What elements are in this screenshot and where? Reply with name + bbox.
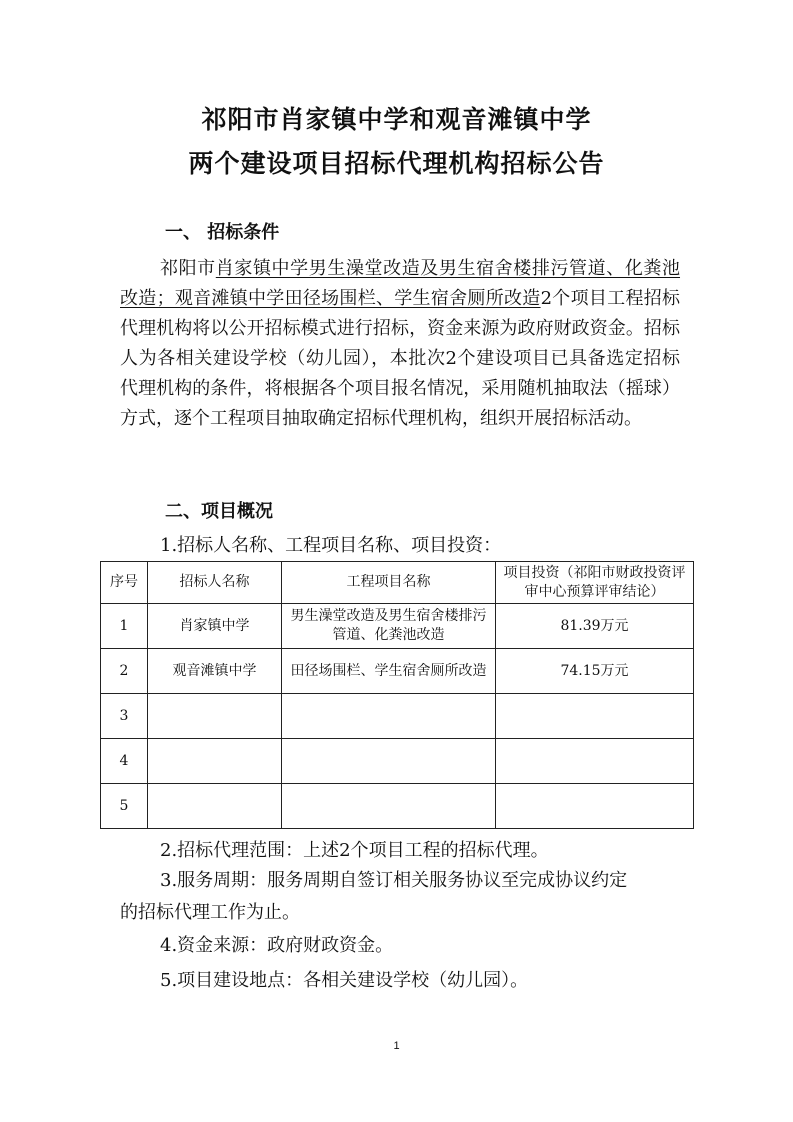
document-title-line1: 祁阳市肖家镇中学和观音滩镇中学 <box>201 105 592 134</box>
table-cell: 男生澡堂改造及男生宿舍楼排污管道、化粪池改造 <box>282 604 496 649</box>
overview-item-3-continued: 的招标代理工作为止。 <box>120 902 300 923</box>
table-cell: 1 <box>101 604 148 649</box>
table-cell <box>496 694 694 739</box>
section-heading-project-overview: 二、项目概况 <box>165 501 273 522</box>
table-cell <box>148 739 282 784</box>
table-row <box>101 694 694 739</box>
table-cell: 81.39万元 <box>496 604 694 649</box>
table-cell: 观音滩镇中学 <box>148 649 282 694</box>
table-row <box>101 739 694 784</box>
table-row <box>101 649 694 694</box>
section-heading-tender-conditions: 一、 招标条件 <box>165 222 280 243</box>
table-header-row <box>101 562 694 604</box>
overview-item-2: 2.招标代理范围：上述2个项目工程的招标代理。 <box>160 840 549 861</box>
table-row <box>101 784 694 829</box>
tender-conditions-paragraph <box>120 254 680 434</box>
table-cell <box>148 694 282 739</box>
table-cell <box>282 784 496 829</box>
table-cell <box>148 784 282 829</box>
table-cell: 5 <box>101 784 148 829</box>
paragraph-prefix: 祁阳市 <box>160 258 216 279</box>
table-row <box>101 604 694 649</box>
overview-item-1: 1.招标人名称、工程项目名称、项目投资： <box>160 535 502 556</box>
table-cell: 2 <box>101 649 148 694</box>
table-cell: 74.15万元 <box>496 649 694 694</box>
header-cell-investment: 项目投资（祁阳市财政投资评审中心预算评审结论） <box>496 562 694 604</box>
project-table <box>100 561 694 829</box>
table-cell <box>282 694 496 739</box>
table-cell: 田径场围栏、学生宿舍厕所改造 <box>282 649 496 694</box>
document-title-line2: 两个建设项目招标代理机构招标公告 <box>188 149 605 178</box>
underlined-project-names: 肖家镇中学男生澡堂改造及男生宿舍楼排污管道、化粪池改造；观音滩镇中学田径场围栏、学生宿舍厕所改造 <box>120 258 681 309</box>
overview-item-4: 4.资金来源：政府财政资金。 <box>160 935 394 956</box>
overview-item-5: 5.项目建设地点：各相关建设学校（幼儿园）。 <box>160 970 529 991</box>
paragraph-body: 2个项目工程招标代理机构将以公开招标模式进行招标，资金来源为政府财政资金。招标人为各相关建设学校（幼儿园），本批次2个建设项目已具备选定招标代理机构的条件，将根据各个项目报名情况，采用随机抽取法（摇球）方式，逐个工程项目抽取确定招标代理机构，组织开展招标活动。 <box>120 288 681 429</box>
table-cell: 肖家镇中学 <box>148 604 282 649</box>
table-cell <box>496 739 694 784</box>
table-cell <box>496 784 694 829</box>
table-cell <box>282 739 496 784</box>
table-cell: 4 <box>101 739 148 784</box>
page-number: 1 <box>393 1040 400 1052</box>
overview-item-3: 3.服务周期：服务周期自签订相关服务协议至完成协议约定 <box>160 870 628 891</box>
header-cell-tenderer: 招标人名称 <box>148 562 282 604</box>
header-cell-serial: 序号 <box>101 562 148 604</box>
header-cell-project-name: 工程项目名称 <box>282 562 496 604</box>
table-cell: 3 <box>101 694 148 739</box>
